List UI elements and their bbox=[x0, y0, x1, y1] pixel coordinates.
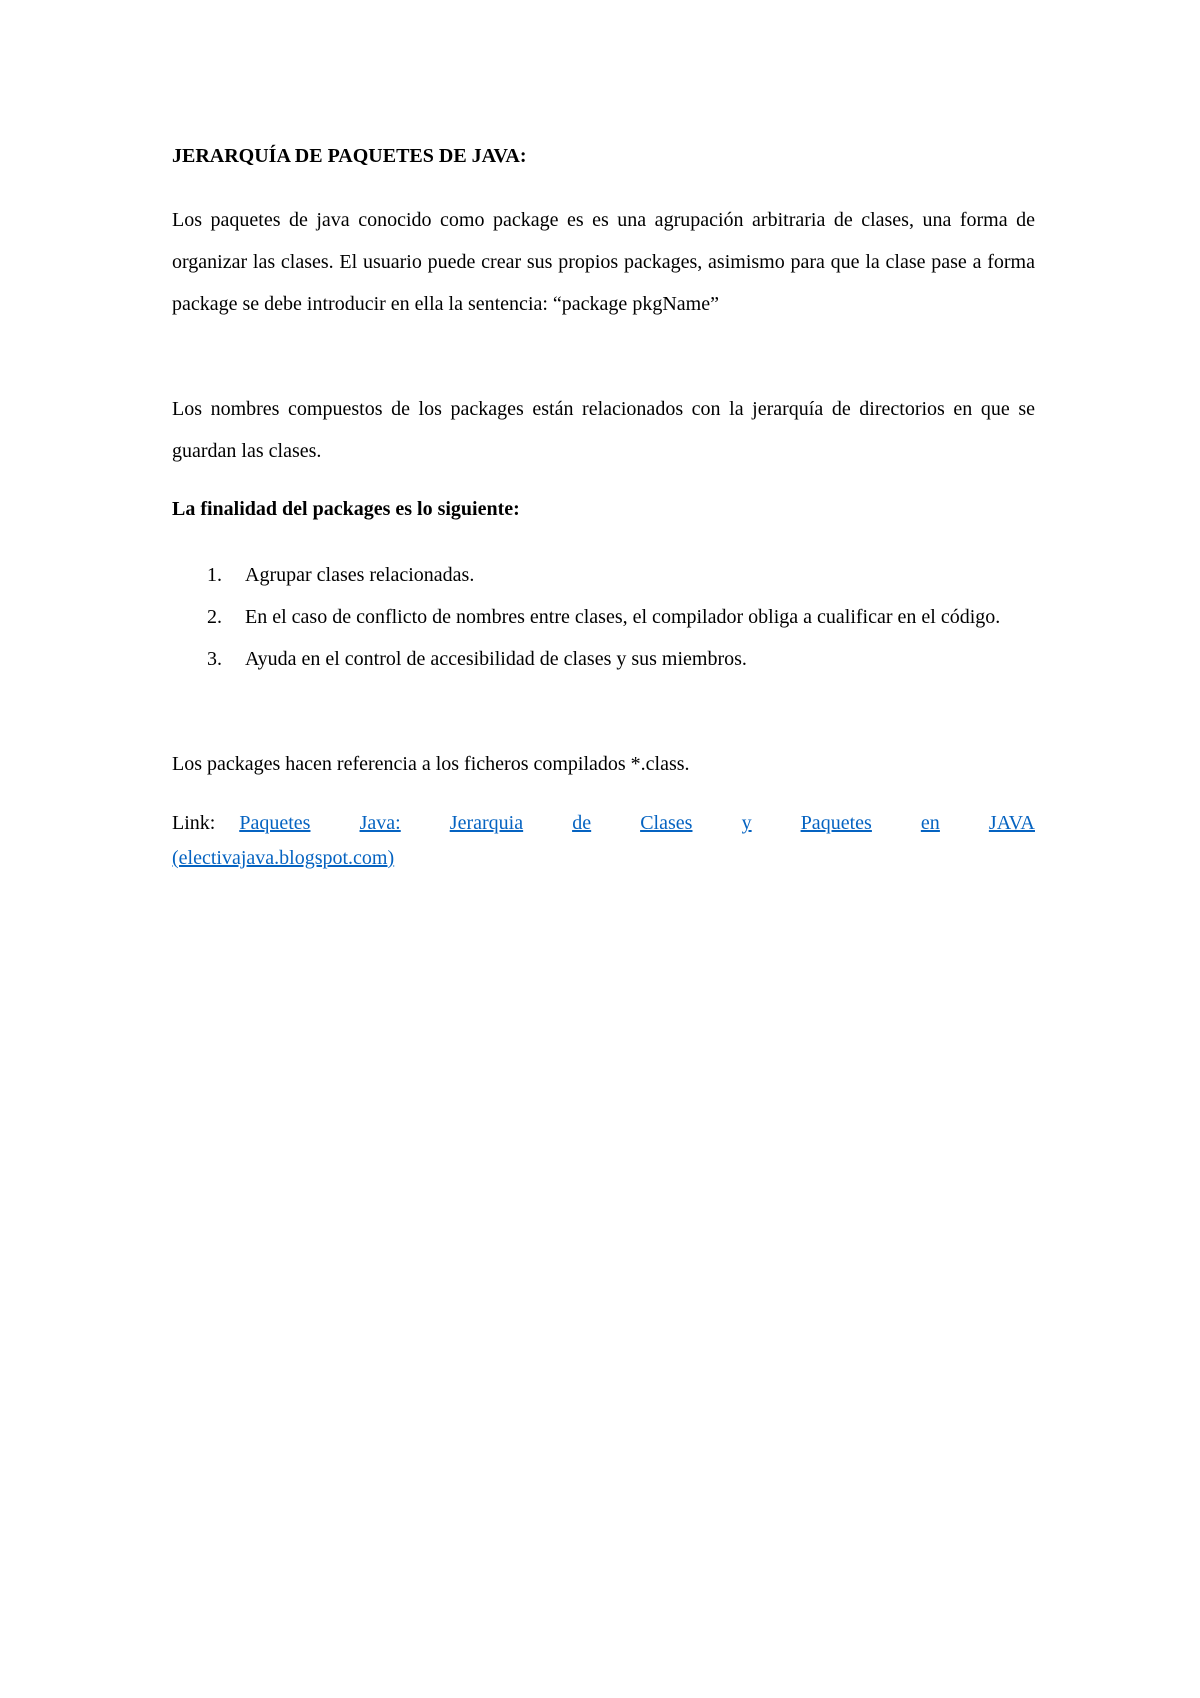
list-item-text: Agrupar clases relacionadas. bbox=[245, 564, 475, 586]
link-word[interactable]: y bbox=[741, 812, 752, 834]
list-item-number: 3. bbox=[207, 648, 222, 670]
document-title: JERARQUÍA DE PAQUETES DE JAVA: bbox=[172, 145, 527, 167]
link-word[interactable]: Java: bbox=[359, 812, 401, 834]
source-link[interactable] bbox=[239, 806, 1035, 841]
paragraph-compiled-files: Los packages hacen referencia a los ficheros compilados *.class. bbox=[172, 753, 690, 775]
link-word[interactable]: JAVA bbox=[988, 812, 1035, 834]
paragraph-packages-intro: Los paquetes de java conocido como package es es una agrupación arbitraria de clases, una forma de organizar las clases. El usuario puede crear sus propios packages, asimismo para que la clase pase a forma package se debe introducir en ella la sentencia: “package pkgName” bbox=[172, 209, 1035, 315]
list-item bbox=[172, 596, 1035, 638]
section-subheading: La finalidad del packages es lo siguiente: bbox=[172, 498, 520, 520]
link-word[interactable]: Paquetes bbox=[239, 812, 311, 834]
link-word[interactable]: de bbox=[572, 812, 592, 834]
link-label: Link: bbox=[172, 812, 216, 834]
list-item-number: 2. bbox=[207, 606, 222, 628]
list-item-text: Ayuda en el control de accesibilidad de clases y sus miembros. bbox=[245, 648, 747, 670]
link-word[interactable]: en bbox=[920, 812, 940, 834]
source-link-domain[interactable]: (electivajava.blogspot.com) bbox=[172, 847, 395, 869]
list-item-number: 1. bbox=[207, 564, 222, 586]
link-paragraph bbox=[172, 806, 1035, 876]
purpose-list bbox=[172, 554, 1035, 680]
list-item bbox=[172, 554, 1035, 596]
link-word[interactable]: Clases bbox=[640, 812, 693, 834]
link-word[interactable]: Jerarquia bbox=[449, 812, 524, 834]
list-item-text: En el caso de conflicto de nombres entre clases, el compilador obliga a cualificar en el código. bbox=[245, 606, 1001, 628]
link-row bbox=[172, 806, 1035, 841]
link-word[interactable]: Paquetes bbox=[800, 812, 872, 834]
paragraph-compound-names: Los nombres compuestos de los packages están relacionados con la jerarquía de directorios en que se guardan las clases. bbox=[172, 398, 1035, 462]
list-item bbox=[172, 638, 1035, 680]
